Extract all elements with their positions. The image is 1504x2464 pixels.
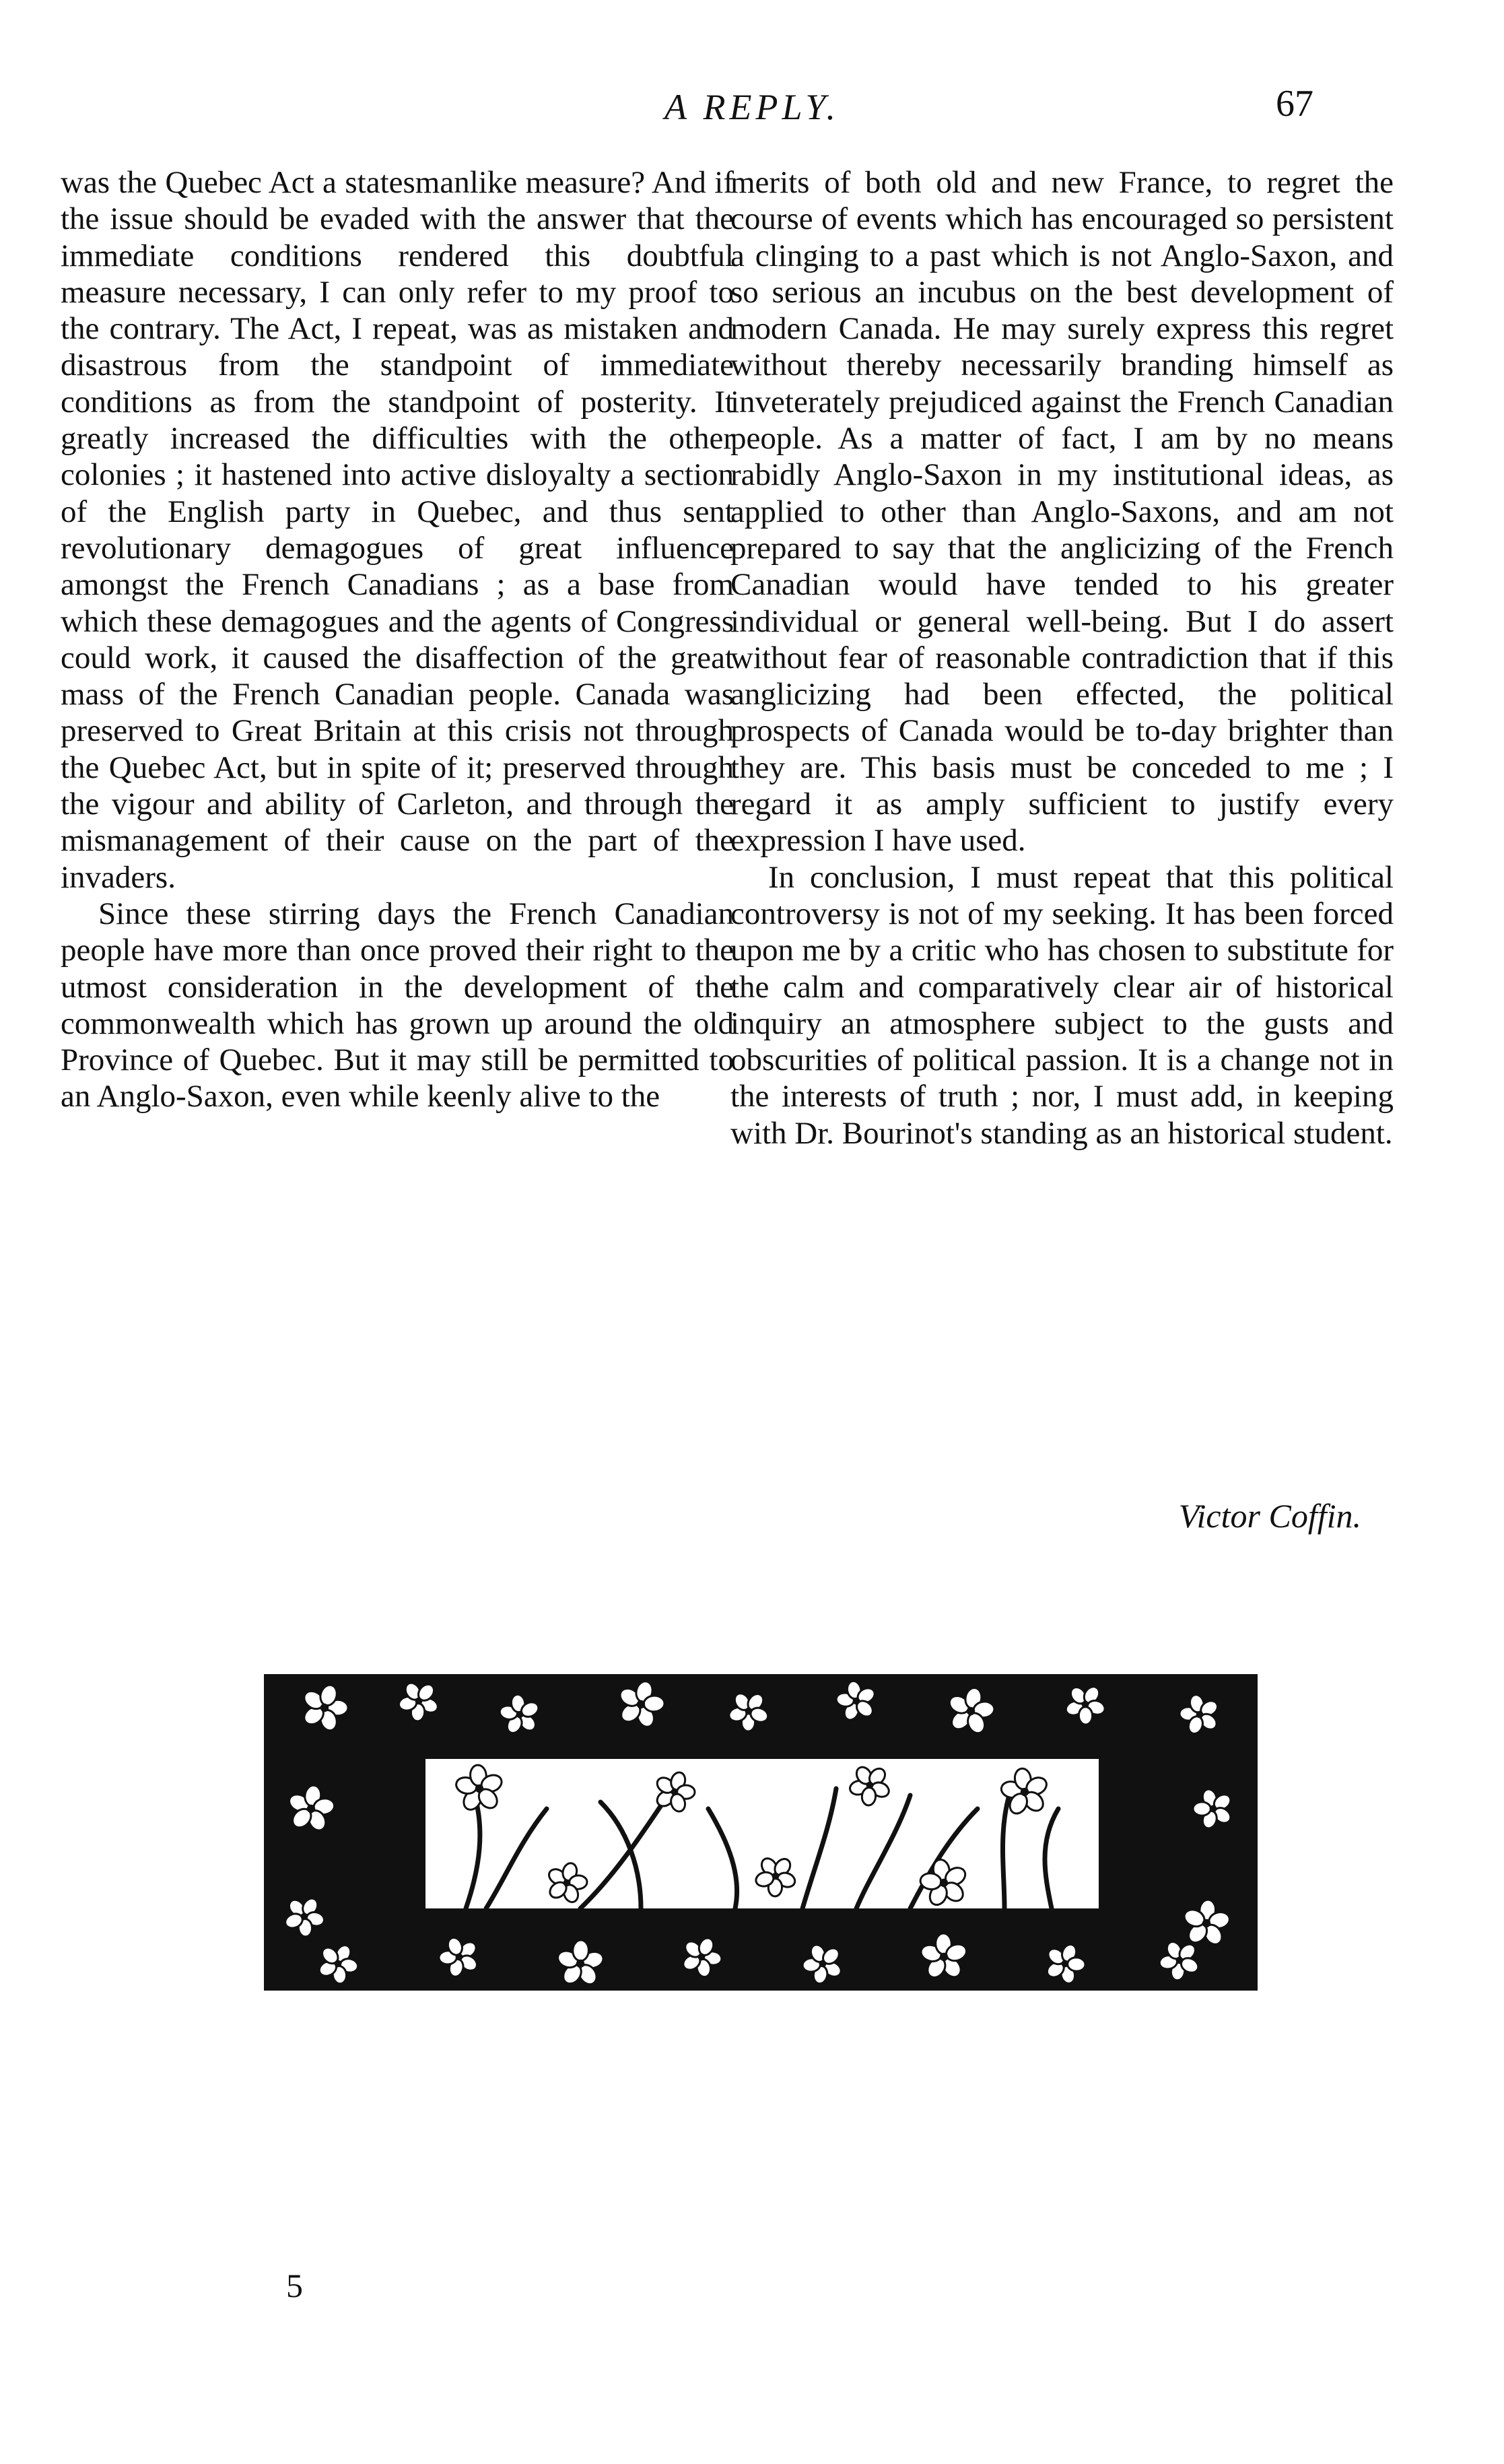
author-signature: Victor Coffin. — [1178, 1497, 1361, 1535]
left-paragraph-2: Since these stirring days the French Canadian people have more than once proved their right to the utmost consideration in the development of the commonwealth which has grown up around the old Province of Quebec. But it may still be permitted to an Anglo-Saxon, even while keenly alive to the — [61, 896, 734, 1114]
page-number: 67 — [1276, 83, 1313, 125]
running-title: A REPLY. — [664, 87, 840, 127]
left-column — [61, 164, 734, 1115]
left-paragraph-1: was the Quebec Act a statesmanlike measure? And if the issue should be evaded with the answer that the immediate conditions rendered this doubtful measure necessary, I can only refer to my proof to the contrary. The Act, I repeat, was as mistaken and disastrous from the standpoint of immediate conditions as from the standpoint of posterity. It greatly increased the difficulties with the other colonies ; it hastened into active disloyalty a section of the English party in Quebec, and thus sent revolutionary demagogues of great influence amongst the French Canadians ; as a base from which these demagogues and the agents of Congress could work, it caused the disaffection of the great mass of the French Canadian people. Canada was preserved to Great Britain at this crisis not through the Quebec Act, but in spite of it; preserved through the vigour and ability of Carleton, and through the mismanagement of their cause on the part of the invaders. — [61, 165, 734, 895]
signature-mark: 5 — [286, 2267, 303, 2304]
right-paragraph-2: In conclusion, I must repeat that this political controversy is not of my seeking. It has been forced upon me by a critic who has chosen to substitute for the calm and comparatively clear air of historical inquiry an atmosphere subject to the gusts and obscurities of political passion. It is a change not in the interests of truth ; nor, I must add, in keeping with Dr. Bourinot's standing as an historical student. — [730, 859, 1394, 1151]
right-column — [730, 164, 1394, 1152]
right-paragraph-1: merits of both old and new France, to regret the course of events which has encouraged so persistent a clinging to a past which is not Anglo-Saxon, and so serious an incubus on the best development of modern Canada. He may surely express this regret without thereby necessarily branding himself as inveterately prejudiced against the French Canadian people. As a matter of fact, I am by no means rabidly Anglo-Saxon in my institutional ideas, as applied to other than Anglo-Saxons, and am not prepared to say that the anglicizing of the French Canadian would have tended to his greater individual or general well-being. But I do assert without fear of reasonable contradiction that if this anglicizing had been effected, the political prospects of Canada would be to-day brighter than they are. This basis must be conceded to me ; I regard it as amply sufficient to justify every expression I have used. — [730, 165, 1394, 859]
running-head — [0, 83, 1504, 140]
floral-border-ornament-icon — [264, 1674, 1258, 1991]
